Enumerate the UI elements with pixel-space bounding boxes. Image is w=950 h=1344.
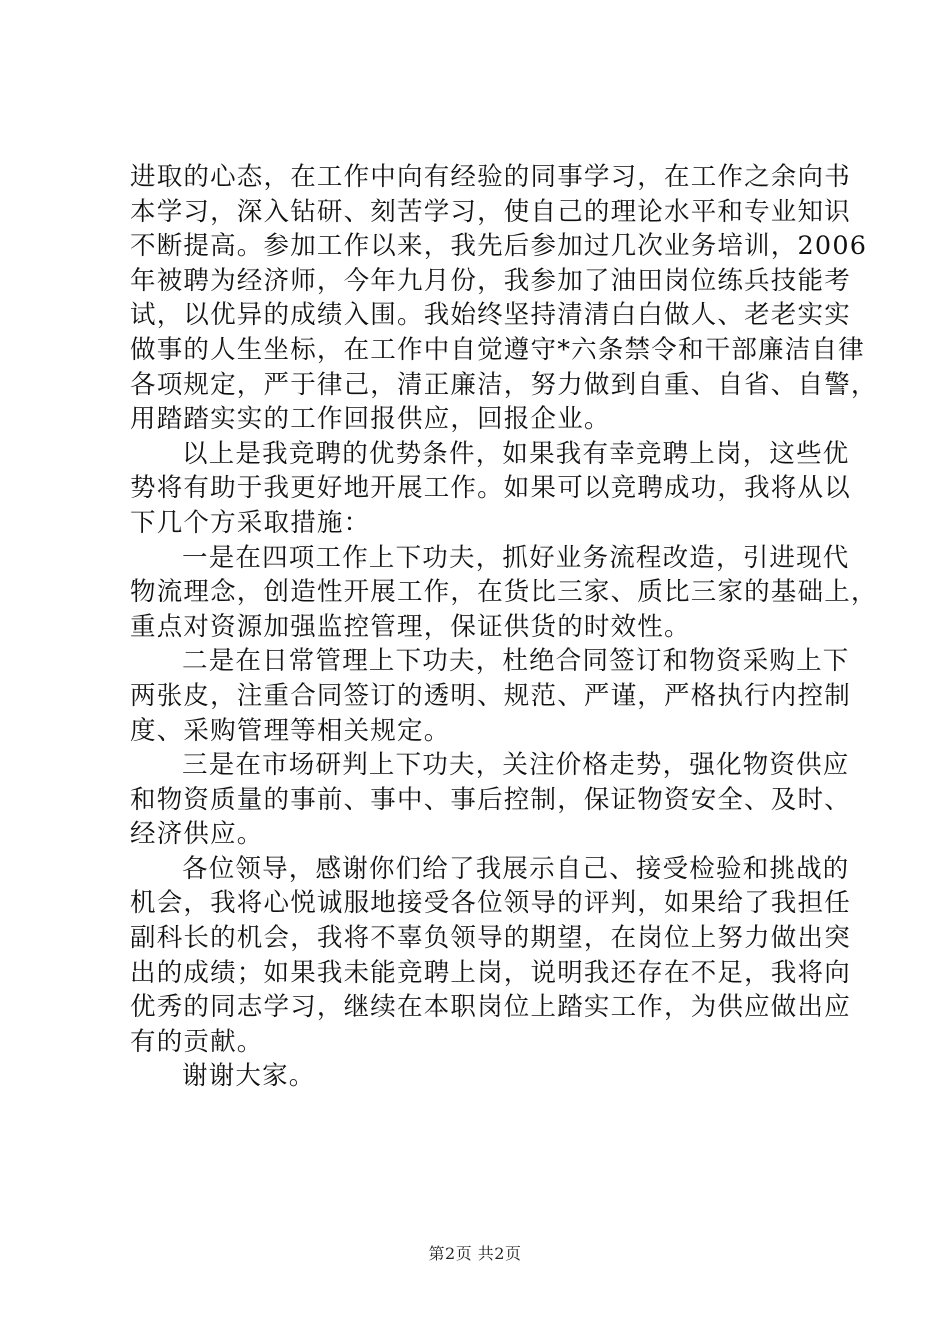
text-line <box>130 714 830 749</box>
text-line <box>130 852 850 887</box>
text-line <box>130 575 878 610</box>
text-line-content: 有的贡献。 <box>130 1026 264 1057</box>
text-line <box>130 990 851 1025</box>
text-line-content: 各位领导，感谢你们给了我展示自己、接受检验和挑战的 <box>182 853 850 884</box>
text-line <box>130 1025 830 1060</box>
text-line <box>130 644 850 679</box>
text-line <box>130 783 851 818</box>
text-line <box>130 886 851 921</box>
text-line-content: 重点对资源加强监控管理，保证供货的时效性。 <box>130 611 691 642</box>
text-line <box>130 956 851 991</box>
text-line-content: 经济供应。 <box>130 819 264 850</box>
text-line-content: 二是在日常管理上下功夫，杜绝合同签订和物资采购上下 <box>182 646 850 677</box>
text-line <box>130 679 851 714</box>
text-line-content: 和物资质量的事前、事中、事后控制，保证物资安全、及时、 <box>130 784 851 815</box>
text-line-content: 势将有助于我更好地开展工作。如果可以竞聘成功，我将从以 <box>130 473 851 504</box>
text-line <box>130 402 830 437</box>
text-line <box>130 1059 830 1094</box>
text-line-content: 优秀的同志学习，继续在本职岗位上踏实工作，为供应做出应 <box>130 992 851 1023</box>
text-line-content: 本学习，深入钻研、刻苦学习，使自己的理论水平和专业知识 <box>130 196 851 227</box>
text-line <box>130 748 850 783</box>
text-line-content: 副科长的机会，我将不辜负领导的期望，在岗位上努力做出突 <box>130 923 851 954</box>
text-line <box>130 195 851 230</box>
text-line <box>130 264 851 299</box>
text-line-content: 下几个方采取措施： <box>130 507 371 538</box>
text-line-content: 谢谢大家。 <box>182 1061 316 1092</box>
text-line-content: 不断提高。参加工作以来，我先后参加过几次业务培训，2006 <box>130 231 868 262</box>
text-line-content: 机会，我将心悦诚服地接受各位领导的评判，如果给了我担任 <box>130 888 851 919</box>
text-line-content: 用踏踏实实的工作回报供应，回报企业。 <box>130 404 611 435</box>
text-line-content: 出的成绩；如果我未能竞聘上岗，说明我还存在不足，我将向 <box>130 957 851 988</box>
text-line-content: 各项规定，严于律己，清正廉洁，努力做到自重、自省、自警， <box>130 369 878 400</box>
text-line-content: 三是在市场研判上下功夫，关注价格走势，强化物资供应 <box>182 750 850 781</box>
text-line <box>130 471 851 506</box>
text-line-content: 年被聘为经济师，今年九月份，我参加了油田岗位练兵技能考 <box>130 265 851 296</box>
text-line <box>130 437 850 472</box>
text-line <box>130 541 850 576</box>
text-line <box>130 817 830 852</box>
text-line <box>130 921 851 956</box>
text-line-content: 一是在四项工作上下功夫，抓好业务流程改造，引进现代 <box>182 542 850 573</box>
text-line-content: 以上是我竞聘的优势条件，如果我有幸竞聘上岗，这些优 <box>182 438 850 469</box>
text-line-content: 两张皮，注重合同签订的透明、规范、严谨，严格执行内控制 <box>130 680 851 711</box>
text-line-content: 做事的人生坐标，在工作中自觉遵守*六条禁令和干部廉洁自律 <box>130 334 865 365</box>
document-body <box>130 160 878 1094</box>
text-line <box>130 610 830 645</box>
text-line-content: 物流理念，创造性开展工作，在货比三家、质比三家的基础上， <box>130 577 878 608</box>
text-line-content: 度、采购管理等相关规定。 <box>130 715 451 746</box>
page-footer: 第2页 共2页 <box>428 1244 522 1263</box>
text-line <box>130 298 851 333</box>
text-line <box>130 506 830 541</box>
text-line-content: 试，以优异的成绩入围。我始终坚持清清白白做人、老老实实 <box>130 300 851 331</box>
text-line <box>130 333 865 368</box>
text-line <box>130 160 851 195</box>
text-line <box>130 229 868 264</box>
text-line-content: 进取的心态，在工作中向有经验的同事学习，在工作之余向书 <box>130 162 851 192</box>
text-line <box>130 368 878 403</box>
